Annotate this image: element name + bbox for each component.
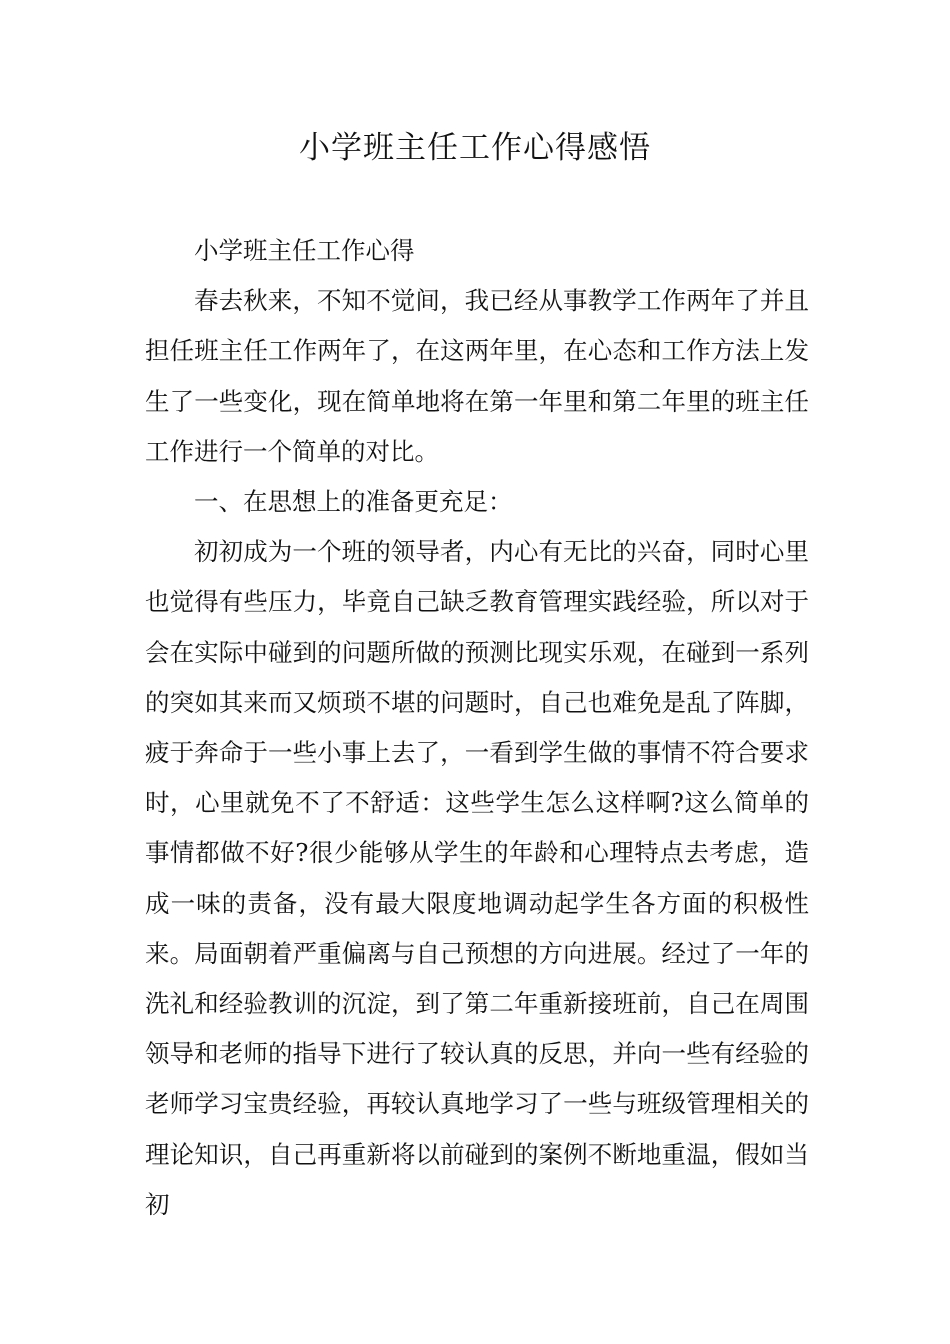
paragraph-subtitle: 小学班主任工作心得 bbox=[194, 236, 415, 265]
paragraph-body: 初初成为一个班的领导者，内心有无比的兴奋，同时心里也觉得有些压力，毕竟自己缺乏教育管理实践经验，所以对于会在实际中碰到的问题所做的预测比现实乐观，在碰到一系列的突如其来而又烦琐不堪的问题时，自己也难免是乱了阵脚，疲于奔命于一些小事上去了，一看到学生做的事情不符合要求时，心里就免不了不舒适：这些学生怎么这样啊?这么简单的事情都做不好?很少能够从学生的年龄和心理特点去考虑，造成一味的责备，没有最大限度地调动起学生各方面的积极性来。局面朝着严重偏离与自己预想的方向进展。经过了一年的洗礼和经验教训的沉淀，到了第二年重新接班前，自己在周围领导和老师的指导下进行了较认真的反思，并向一些有经验的老师学习宝贵经验，再较认真地学习了一些与班级管理相关的理论知识，自己再重新将以前碰到的案例不断地重温，假如当初 bbox=[145, 537, 809, 1219]
document-body bbox=[145, 226, 809, 1230]
paragraph-intro: 春去秋来，不知不觉间，我已经从事教学工作两年了并且担任班主任工作两年了，在这两年里，在心态和工作方法上发生了一些变化，现在简单地将在第一年里和第二年里的班主任工作进行一个简单的对比。 bbox=[145, 286, 809, 466]
section-heading: 一、在思想上的准备更充足： bbox=[194, 487, 513, 517]
document-title: 小学班主任工作心得感悟 bbox=[299, 130, 651, 166]
